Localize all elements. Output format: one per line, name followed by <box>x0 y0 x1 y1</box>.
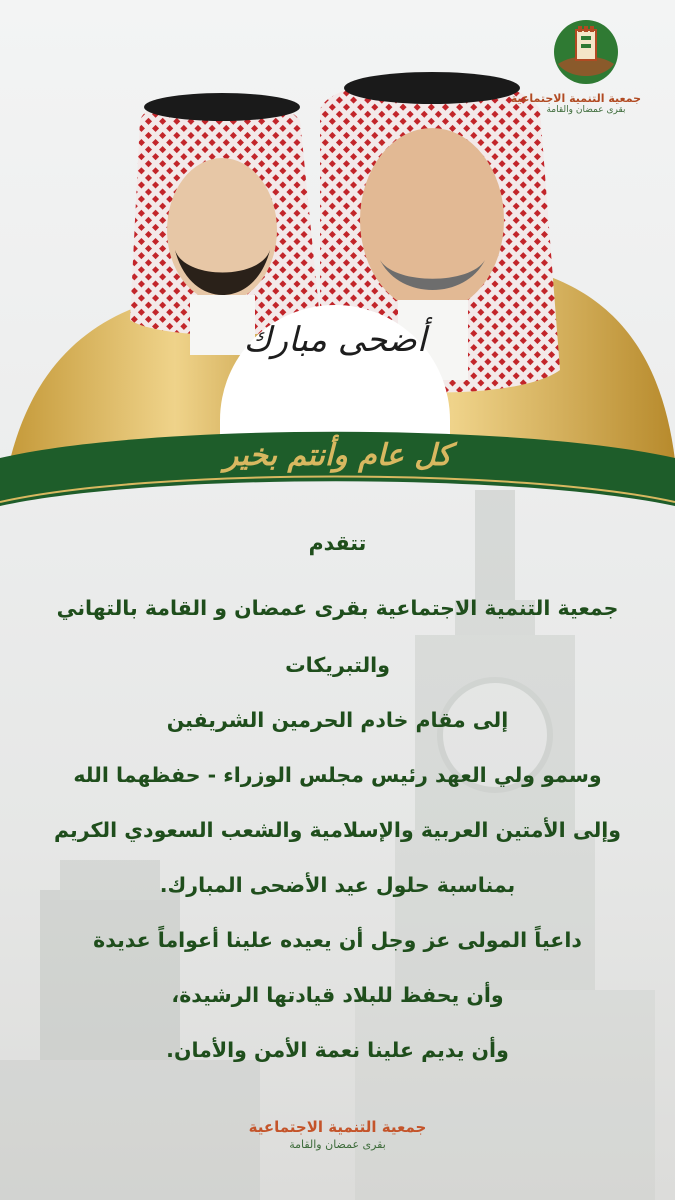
footer-organization <box>200 1118 475 1151</box>
ribbon-greeting: كل عام وأنتم بخير <box>223 438 452 473</box>
eid-badge-text: أضحى مبارك <box>243 320 427 360</box>
footer-title: جمعية التنمية الاجتماعية <box>248 1118 427 1136</box>
message-line: وسمو ولي العهد رئيس مجلس الوزراء - حفظهما الله <box>73 763 602 787</box>
message-line: إلى مقام خادم الحرمين الشريفين <box>166 708 509 732</box>
footer-subtitle: بقرى عمضان والقامة <box>289 1138 386 1151</box>
logo-title: جمعية التنمية الاجتماعية <box>510 92 641 105</box>
message-line: وأن يحفظ للبلاد قيادتها الرشيدة، <box>171 983 504 1007</box>
message-line: تتقدم <box>308 531 367 555</box>
organization-logo <box>510 18 641 115</box>
message-line: بمناسبة حلول عيد الأضحى المبارك. <box>159 873 516 897</box>
message-line: جمعية التنمية الاجتماعية بقرى عمضان و القامة بالتهاني <box>56 596 619 620</box>
message-line: وإلى الأمتين العربية والإسلامية والشعب السعودي الكريم <box>53 818 622 842</box>
message-line: وأن يديم علينا نعمة الأمن والأمان. <box>166 1038 509 1062</box>
logo-subtitle: بقرى عمضان والقامة <box>546 105 626 115</box>
message-line: والتبريكات <box>285 653 390 677</box>
logo-emblem-icon <box>552 18 620 86</box>
message-line: داعياً المولى عز وجل أن يعيده علينا أعواماً عديدة <box>93 928 582 952</box>
